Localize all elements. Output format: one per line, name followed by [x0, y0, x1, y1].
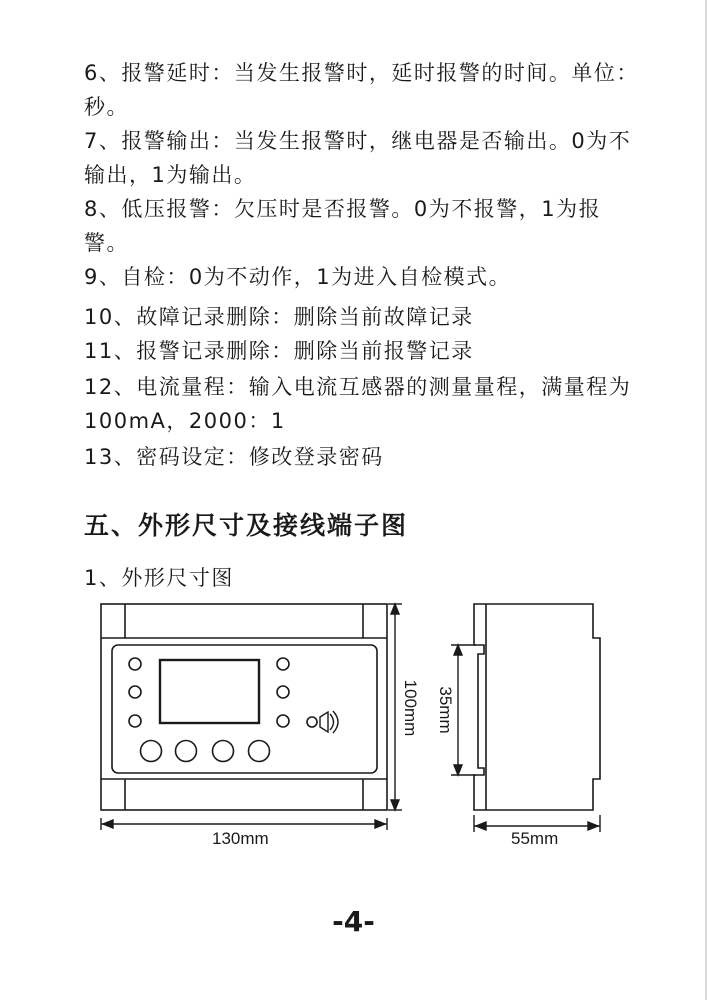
- front-panel: [112, 645, 377, 773]
- front-buttons: [141, 741, 270, 762]
- subsection-title: 1、外形尺寸图: [84, 566, 234, 590]
- display-window: [160, 660, 259, 723]
- item-6: 6、报警延时：当发生报警时，延时报警的时间。单位：秒。: [84, 61, 639, 119]
- height-label: 100mm: [401, 679, 420, 737]
- rail-label: 35mm: [436, 686, 455, 734]
- front-view: [101, 604, 387, 810]
- item-12: 12、电流量程：输入电流互感器的测量量程，满量程为100mA，2000：1: [84, 375, 632, 433]
- height-dimension: [388, 604, 402, 810]
- depth-label: 55mm: [511, 829, 559, 848]
- item-13: 13、密码设定：修改登录密码: [84, 445, 384, 469]
- item-9: 9、自检：0为不动作，1为进入自检模式。: [84, 265, 512, 289]
- item-11: 11、报警记录删除：删除当前报警记录: [84, 339, 474, 363]
- side-view: [474, 604, 600, 810]
- indicator-leds: [129, 658, 289, 727]
- buzzer-icon: [307, 711, 338, 733]
- section-title: 五、外形尺寸及接线端子图: [84, 511, 409, 540]
- page-number: -4-: [332, 905, 375, 938]
- width-label: 130mm: [212, 829, 269, 848]
- item-8: 8、低压报警：欠压时是否报警。0为不报警，1为报警。: [84, 197, 602, 255]
- item-7: 7、报警输出：当发生报警时，继电器是否输出。0为不输出，1为输出。: [84, 129, 632, 187]
- item-10: 10、故障记录删除：删除当前故障记录: [84, 305, 474, 329]
